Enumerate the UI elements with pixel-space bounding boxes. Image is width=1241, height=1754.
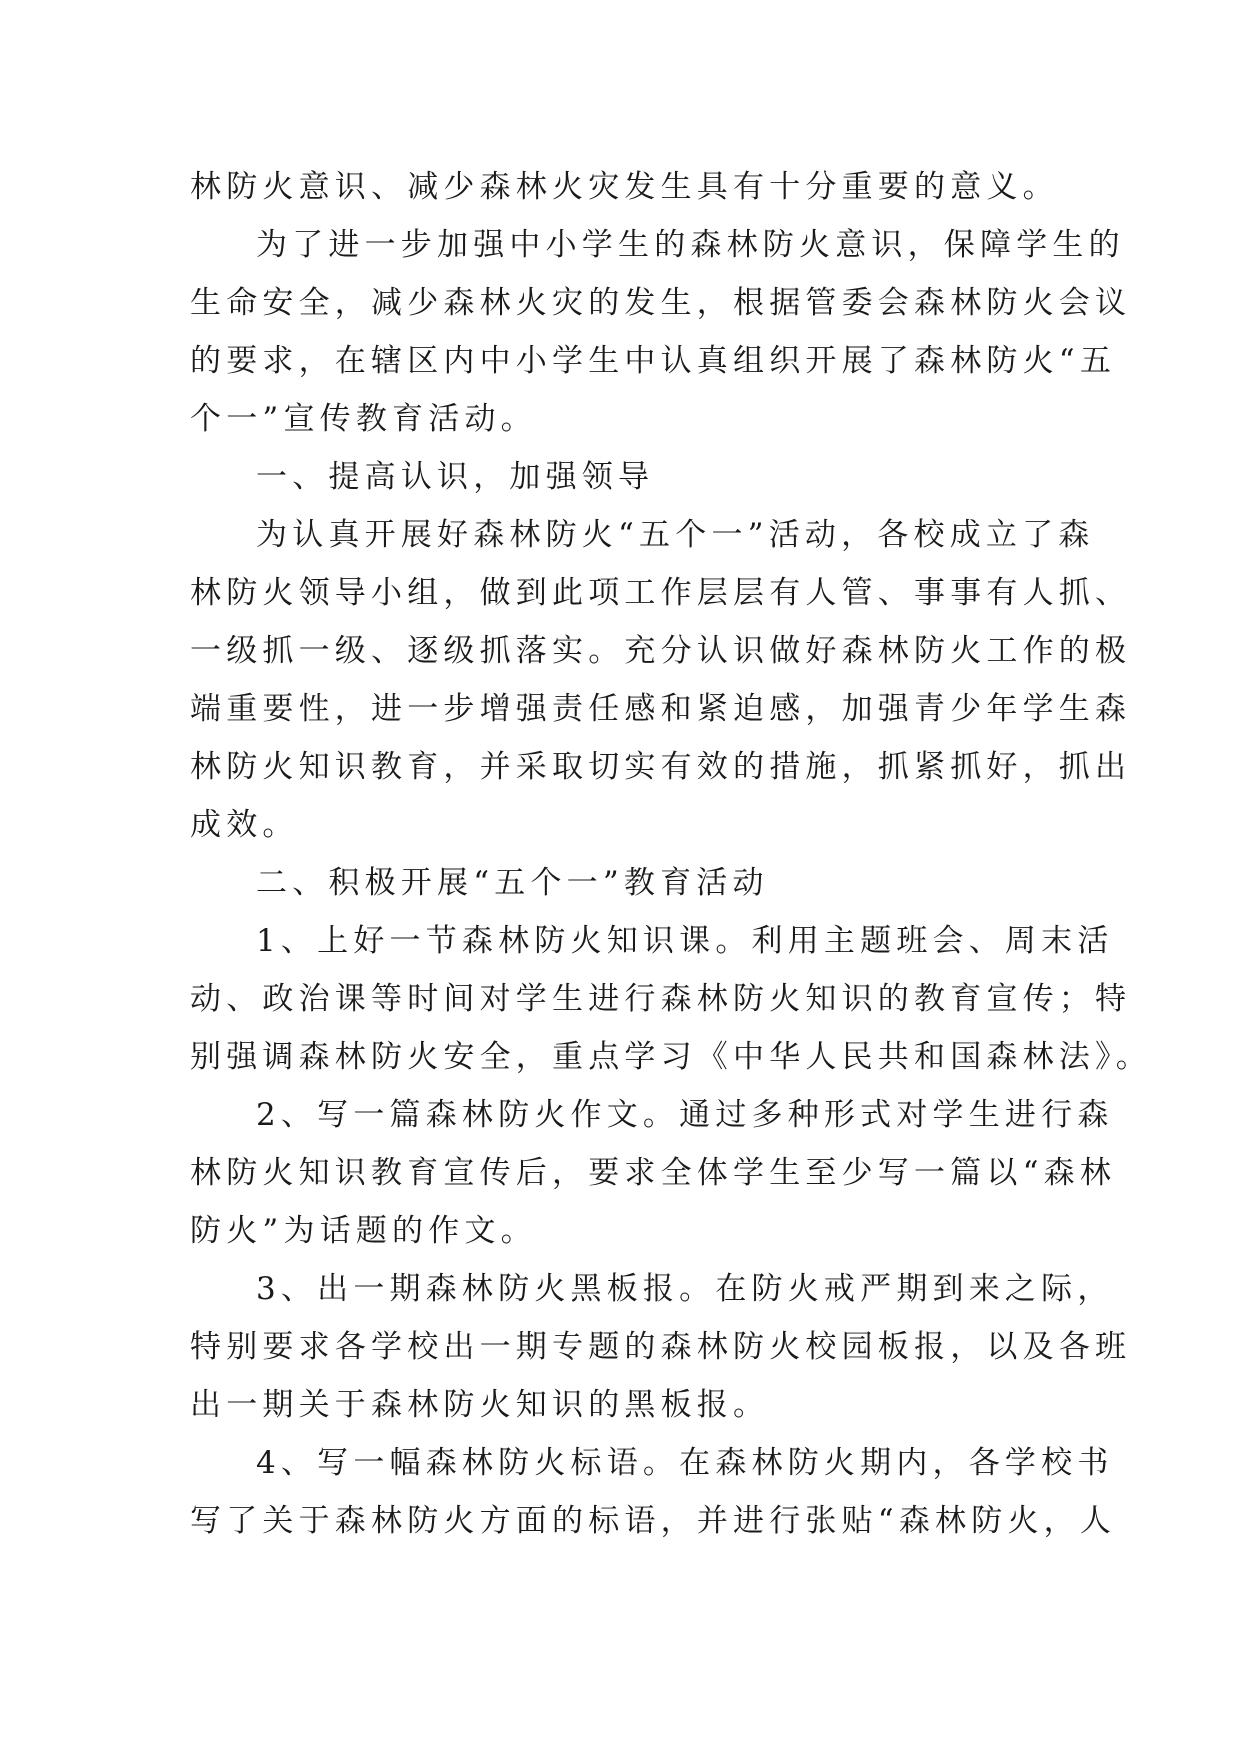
section-heading: 二、积极开展“五个一”教育活动 — [256, 865, 769, 901]
text-line: 林防火意识、减少森林火灾发生具有十分重要的意义。 — [190, 169, 1059, 205]
text-line: 1、上好一节森林防火知识课。利用主题班会、周末活 — [256, 923, 1114, 959]
text-line: 防火”为话题的作文。 — [190, 1213, 537, 1249]
text-line: 出一期关于森林防火知识的黑板报。 — [190, 1387, 770, 1423]
text-line: 个一”宣传教育活动。 — [190, 401, 537, 437]
section-heading: 一、提高认识，加强领导 — [256, 459, 655, 495]
text-line: 端重要性，进一步增强责任感和紧迫感，加强青少年学生森 — [190, 691, 1132, 727]
text-line: 林防火领导小组，做到此项工作层层有人管、事事有人抓、 — [190, 575, 1132, 611]
text-line: 的要求，在辖区内中小学生中认真组织开展了森林防火“五 — [190, 343, 1117, 379]
text-line: 林防火知识教育，并采取切实有效的措施，抓紧抓好，抓出 — [190, 749, 1132, 785]
text-line: 一级抓一级、逐级抓落实。充分认识做好森林防火工作的极 — [190, 633, 1132, 669]
text-line: 成效。 — [190, 807, 299, 843]
text-line: 特别要求各学校出一期专题的森林防火校园板报，以及各班 — [190, 1329, 1132, 1365]
document-page — [190, 158, 1152, 1550]
text-line: 4、写一幅森林防火标语。在森林防火期内，各学校书 — [256, 1445, 1114, 1481]
text-line: 3、出一期森林防火黑板报。在防火戒严期到来之际， — [256, 1271, 1114, 1307]
text-line: 别强调森林防火安全，重点学习《中华人民共和国森林法》。 — [190, 1039, 1152, 1075]
text-line: 2、写一篇森林防火作文。通过多种形式对学生进行森 — [256, 1097, 1114, 1133]
text-line: 写了关于森林防火方面的标语，并进行张贴“森林防火，人 — [190, 1503, 1117, 1539]
text-line: 林防火知识教育宣传后，要求全体学生至少写一篇以“森林 — [190, 1155, 1117, 1191]
text-line: 为了进一步加强中小学生的森林防火意识，保障学生的 — [256, 227, 1125, 263]
text-line: 生命安全，减少森林火灾的发生，根据管委会森林防火会议 — [190, 285, 1132, 321]
text-line: 为认真开展好森林防火“五个一”活动，各校成立了森 — [256, 517, 1095, 553]
text-line: 动、政治课等时间对学生进行森林防火知识的教育宣传；特 — [190, 981, 1132, 1017]
